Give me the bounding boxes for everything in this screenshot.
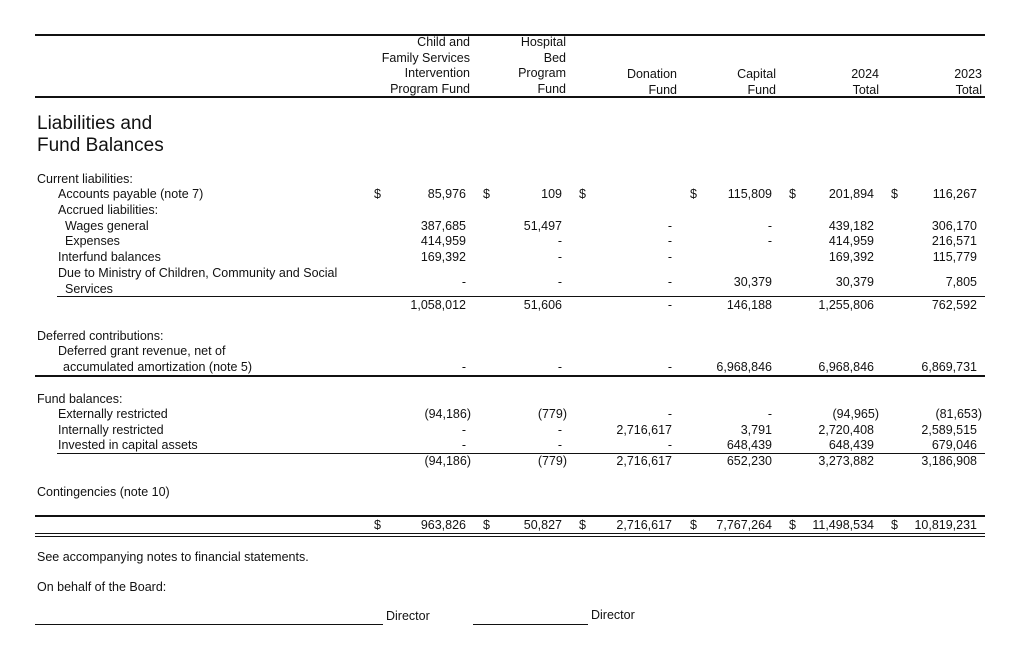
header-bottom-rule [35,96,985,98]
invested-capital-2024: 648,439 [828,438,874,452]
deferred-heading: Deferred contributions: [37,329,164,343]
externally-restricted-hospital: (779) [537,407,567,421]
ministry-2024: 30,379 [835,275,874,289]
internally-restricted-2024: 2,720,408 [818,423,874,437]
grand-total-donation: 2,716,617 [616,518,672,532]
accounts-payable-cfs: 85,976 [427,187,466,201]
wages-cfs: 387,685 [420,219,466,233]
accounts-payable-hospital: 109 [541,187,562,201]
current-subtotal-2024: 1,255,806 [818,298,874,312]
current-subtotal-rule [57,296,985,297]
director-label-2: Director [591,608,635,622]
grand-total-top-rule [35,515,985,517]
grand-total-2024: 11,498,534 [812,518,874,532]
fund-subtotal-donation: 2,716,617 [616,454,672,468]
currency-symbol: $ [789,187,796,201]
interfund-cfs: 169,392 [420,250,466,264]
current-subtotal-cfs: 1,058,012 [410,298,466,312]
externally-restricted-2023: (81,653) [935,407,982,421]
externally-restricted-label: Externally restricted [58,407,168,421]
interfund-donation: - [667,250,672,264]
wages-2023: 306,170 [931,219,977,233]
currency-symbol: $ [483,187,490,201]
interfund-2024: 169,392 [828,250,874,264]
invested-capital-label: Invested in capital assets [58,438,198,452]
currency-symbol: $ [891,518,898,532]
column-header-capital: Capital Fund [737,67,776,97]
deferred-label-line2: accumulated amortization (note 5) [63,360,252,374]
expenses-hospital: - [557,234,562,248]
invested-capital-donation: - [667,438,672,452]
interfund-hospital: - [557,250,562,264]
ministry-label-line2: Services [65,282,113,296]
ministry-donation: - [667,275,672,289]
invested-capital-hospital: - [557,438,562,452]
accounts-payable-2023: 116,267 [932,187,977,201]
ministry-hospital: - [557,275,562,289]
deferred-label-line1: Deferred grant revenue, net of [58,344,226,358]
current-subtotal-2023: 762,592 [931,298,977,312]
wages-capital: - [767,219,772,233]
externally-restricted-donation: - [667,407,672,421]
externally-restricted-2024: (94,965) [832,407,879,421]
contingencies-note: Contingencies (note 10) [37,485,170,499]
currency-symbol: $ [483,518,490,532]
director-label-1: Director [386,609,430,623]
expenses-capital: - [767,234,772,248]
signature-line-1 [35,624,383,625]
expenses-2023: 216,571 [931,234,977,248]
invested-capital-2023: 679,046 [931,438,977,452]
fund-balances-heading: Fund balances: [37,392,123,406]
column-header-hospital: Hospital Bed Program Fund [518,35,566,96]
accounts-payable-capital: 115,809 [727,187,772,201]
accrued-liabilities-heading: Accrued liabilities: [58,203,159,217]
ministry-label-line1: Due to Ministry of Children, Community and Social [58,266,338,280]
accounts-payable-label: Accounts payable (note 7) [58,187,204,201]
column-header-2023-total: 2023 Total [954,67,982,97]
wages-donation: - [667,219,672,233]
current-subtotal-hospital: 51,606 [523,298,562,312]
grand-total-double-rule-1 [35,533,985,534]
ministry-cfs: - [461,275,466,289]
fund-subtotal-capital: 652,230 [726,454,772,468]
wages-hospital: 51,497 [523,219,562,233]
internally-restricted-donation: 2,716,617 [616,423,672,437]
internally-restricted-cfs: - [461,423,466,437]
column-header-2024-total: 2024 Total [851,67,879,97]
current-subtotal-capital: 146,188 [726,298,772,312]
grand-total-2023: 10,819,231 [914,518,977,532]
invested-capital-capital: 648,439 [726,438,772,452]
externally-restricted-capital: - [767,407,772,421]
fund-subtotal-2024: 3,273,882 [818,454,874,468]
internally-restricted-2023: 2,589,515 [921,423,977,437]
grand-total-cfs: 963,826 [420,518,466,532]
externally-restricted-cfs: (94,186) [424,407,471,421]
deferred-cfs: - [461,360,466,374]
deferred-rule [35,375,985,377]
expenses-label: Expenses [65,234,120,248]
interfund-label: Interfund balances [58,250,161,264]
currency-symbol: $ [374,518,381,532]
fund-subtotal-2023: 3,186,908 [921,454,977,468]
expenses-2024: 414,959 [828,234,874,248]
on-behalf-of-board-text: On behalf of the Board: [37,580,167,594]
accounts-payable-2024: 201,894 [828,187,874,201]
signature-line-2 [473,624,588,625]
interfund-2023: 115,779 [932,250,977,264]
deferred-donation: - [667,360,672,374]
grand-total-hospital: 50,827 [523,518,562,532]
column-header-donation: Donation Fund [626,67,677,97]
currency-symbol: $ [690,518,697,532]
ministry-2023: 7,805 [945,275,977,289]
wages-label: Wages general [65,219,149,233]
currency-symbol: $ [789,518,796,532]
column-header-cfs: Child and Family Services Intervention Program Fund [381,35,470,96]
invested-capital-cfs: - [461,438,466,452]
expenses-cfs: 414,959 [420,234,466,248]
grand-total-capital: 7,767,264 [716,518,772,532]
internally-restricted-capital: 3,791 [740,423,772,437]
fund-subtotal-hospital: (779) [537,454,567,468]
currency-symbol: $ [374,187,381,201]
currency-symbol: $ [579,518,586,532]
currency-symbol: $ [891,187,898,201]
internally-restricted-hospital: - [557,423,562,437]
deferred-2024: 6,968,846 [818,360,874,374]
deferred-2023: 6,869,731 [921,360,977,374]
current-subtotal-donation: - [667,298,672,312]
grand-total-double-rule-2 [35,536,985,537]
deferred-hospital: - [557,360,562,374]
deferred-capital: 6,968,846 [716,360,772,374]
internally-restricted-label: Internally restricted [58,423,164,437]
wages-2024: 439,182 [828,219,874,233]
currency-symbol: $ [690,187,697,201]
section-title: Liabilities and Fund Balances [37,113,164,156]
current-liabilities-heading: Current liabilities: [37,172,133,186]
ministry-capital: 30,379 [733,275,772,289]
fund-subtotal-cfs: (94,186) [424,454,471,468]
accompanying-notes-text: See accompanying notes to financial statements. [37,550,309,564]
currency-symbol: $ [579,187,586,201]
expenses-donation: - [667,234,672,248]
